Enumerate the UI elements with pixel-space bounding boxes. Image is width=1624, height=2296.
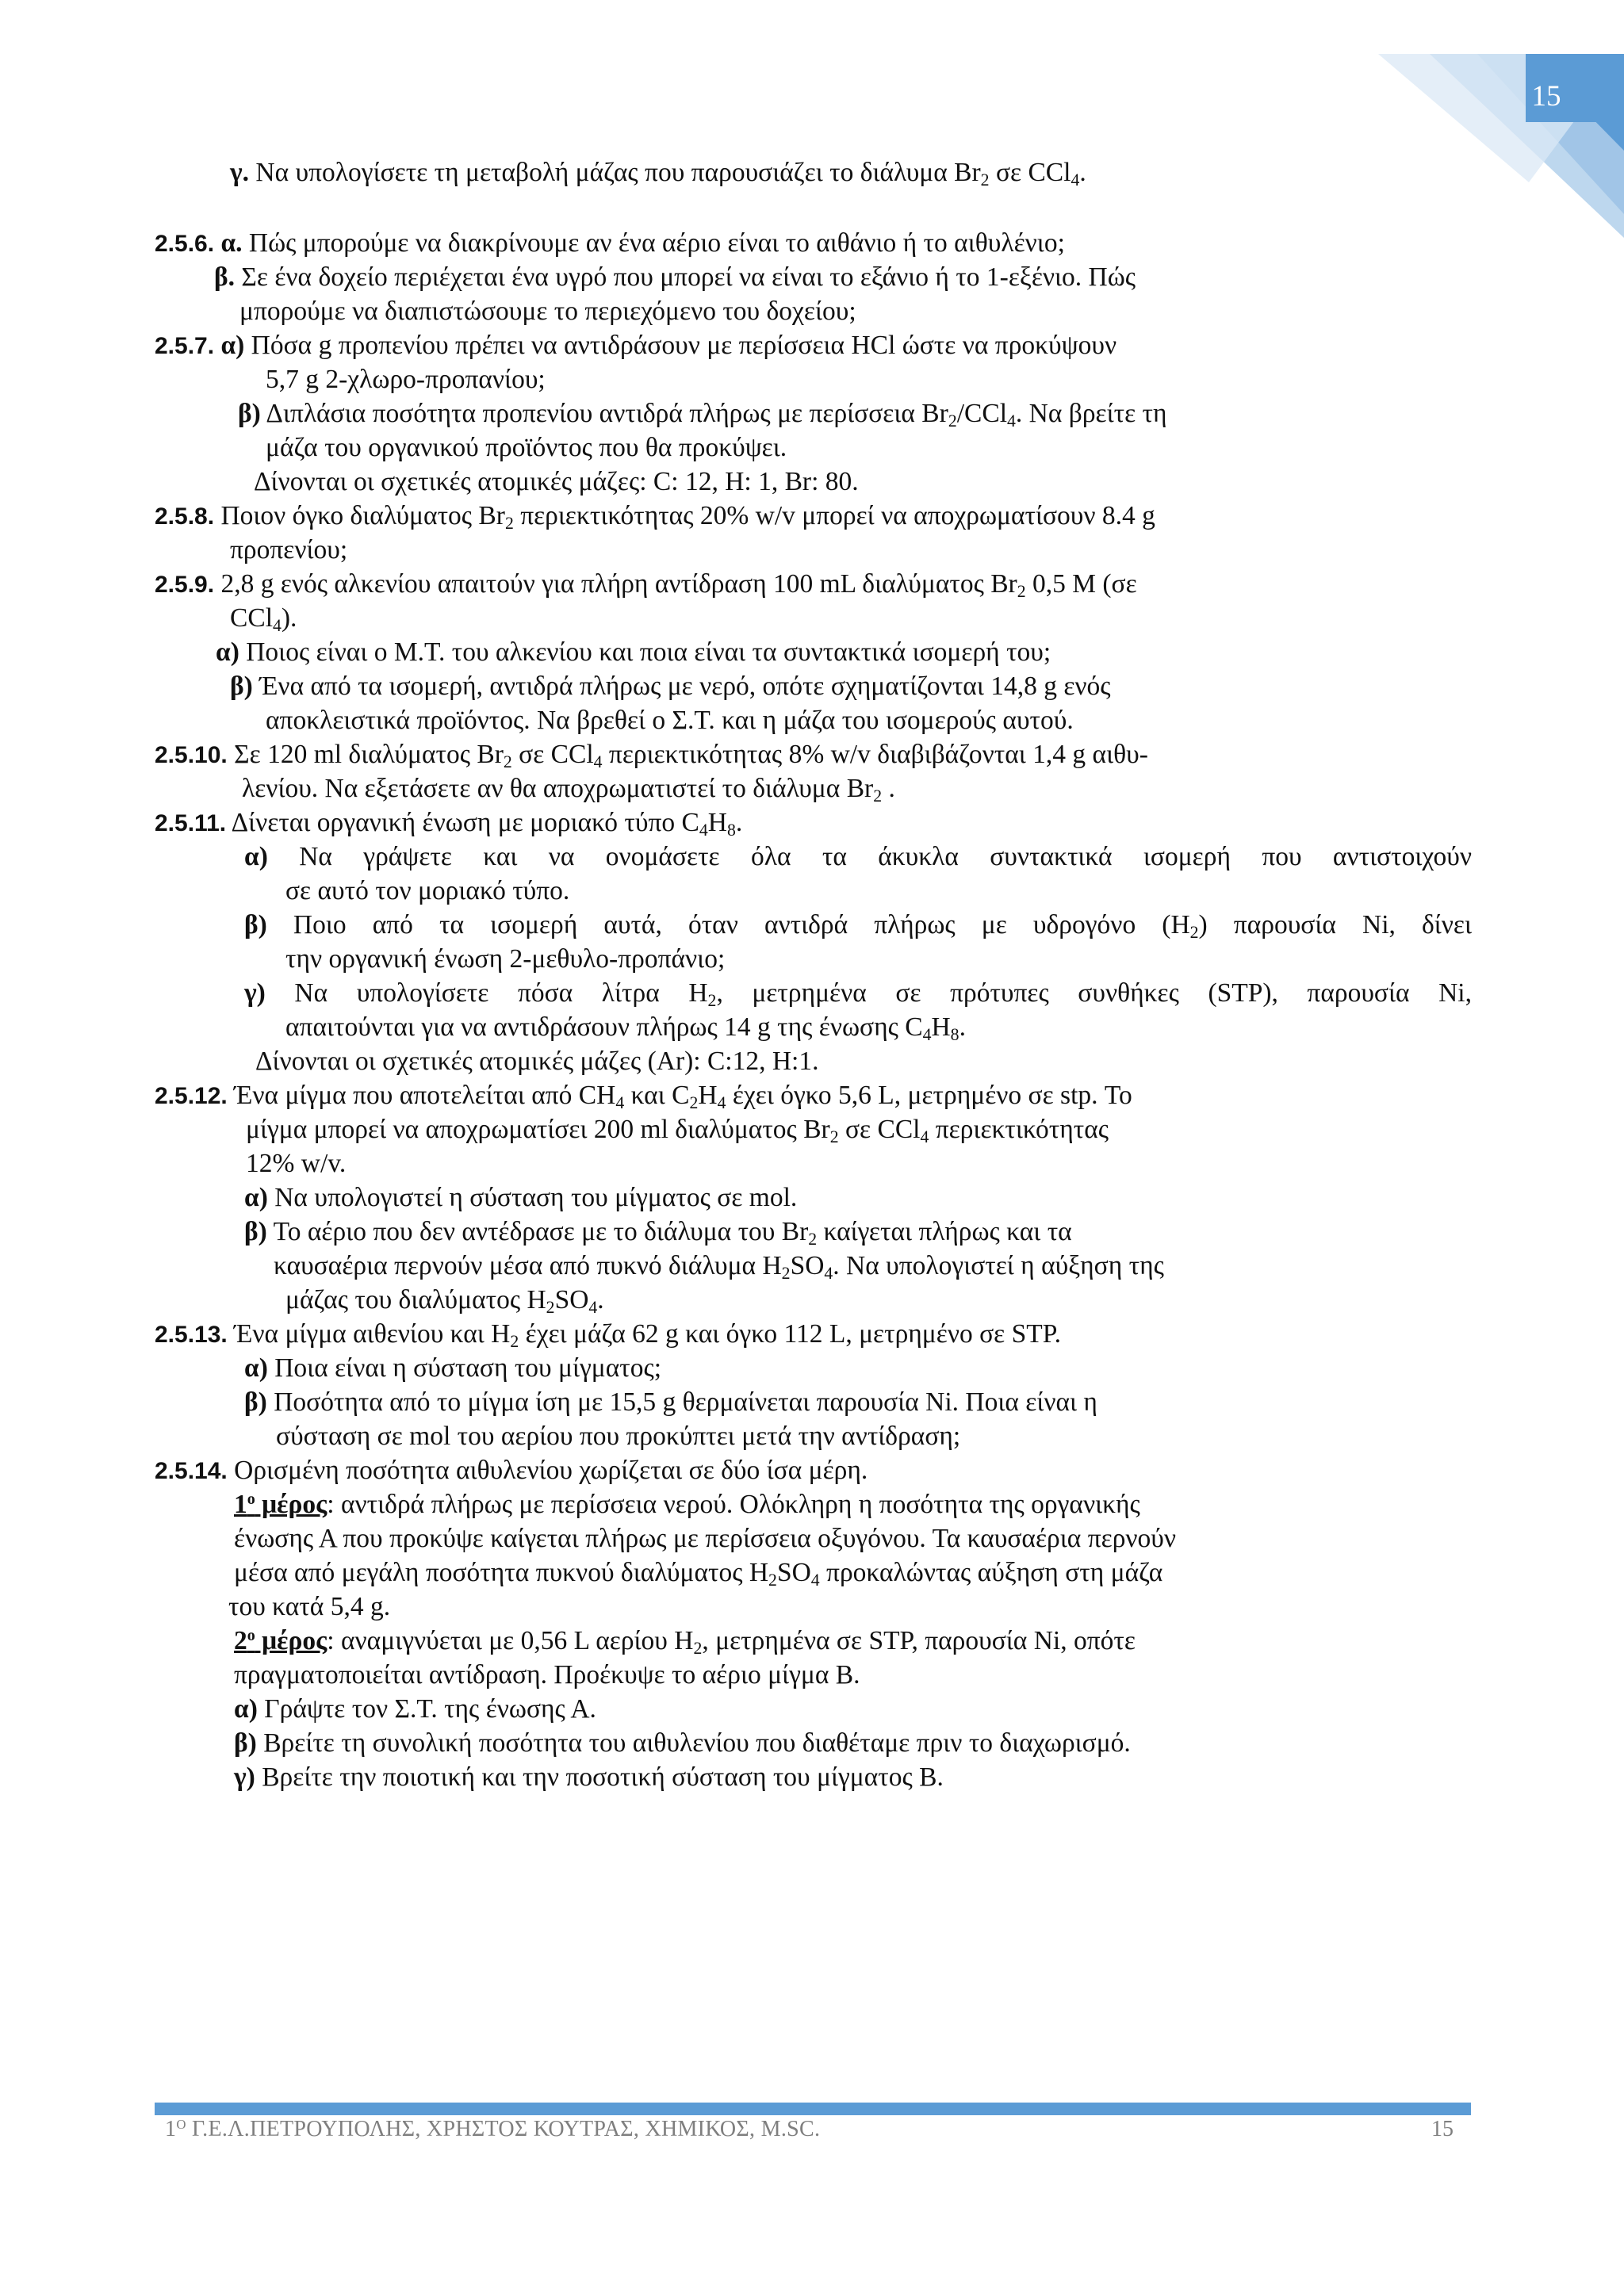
item-label: α) xyxy=(244,842,268,871)
footer-divider xyxy=(155,2103,1471,2115)
item-text: μίγμα μπορεί να αποχρωματίσει 200 ml διαλύματος $Br_2$ σε CCl$_4$ περιεκτικότητας xyxy=(246,1115,1109,1147)
list-item xyxy=(234,1487,1140,1521)
item-text: CCl$_4$). xyxy=(230,603,297,636)
item-text: Δίνεται οργανική ένωση με μοριακό τύπο $C_4H_8$. xyxy=(231,808,743,840)
item-label: β) xyxy=(244,1217,267,1246)
item-text: Ποιος είναι ο Μ.Τ. του αλκενίου και ποια είναι τα συντακτικά ισομερή του; xyxy=(246,637,1051,667)
list-item xyxy=(230,533,347,567)
exercise-number: 2.5.6. xyxy=(155,231,215,257)
list-item xyxy=(234,1760,944,1794)
item-text: μάζας του διαλύματος $H_2SO_4$. xyxy=(285,1285,604,1318)
item-text: Ποια είναι η σύσταση του μίγματος; xyxy=(274,1353,662,1383)
list-item xyxy=(242,771,895,806)
list-item xyxy=(244,908,1472,942)
item-label: α) xyxy=(244,1353,268,1383)
exercise-number: 2.5.12. xyxy=(155,1083,228,1109)
item-text: σε αυτό τον μοριακό τύπο. xyxy=(285,876,570,905)
item-text: : αντιδρά πλήρως με περίσσεια νερού. Ολόκληρη η ποσότητα της οργανικής xyxy=(327,1490,1140,1519)
item-text: Να υπολογίσετε τη μεταβολή μάζας που παρουσιάζει το διάλυμα $Br_2$ σε CCl$_4$. xyxy=(255,158,1086,190)
list-item xyxy=(246,1112,1109,1146)
item-text: 12% w/v. xyxy=(246,1149,347,1178)
list-item xyxy=(285,874,569,908)
list-item xyxy=(234,1556,1162,1590)
list-item xyxy=(285,1010,966,1044)
exercise-number: 2.5.7. xyxy=(155,333,215,359)
item-text: Βρείτε την ποιοτική και την ποσοτική σύσταση του μίγματος Β. xyxy=(262,1762,944,1792)
item-text: Ένα μίγμα που αποτελείται από $CH_4$ και $C_2H_4$ έχει όγκο 5,6 L, μετρημένο σε stp. Το xyxy=(234,1081,1132,1113)
item-text: Γράψτε τον Σ.Τ. της ένωσης Α. xyxy=(264,1694,596,1724)
list-item xyxy=(230,155,1086,189)
item-text: Ένα από τα ισομερή, αντιδρά πλήρως με νερό, οπότε σχηματίζονται 14,8 g ενός xyxy=(259,672,1111,701)
list-item xyxy=(274,1249,1164,1283)
list-item xyxy=(155,328,1116,363)
list-item xyxy=(155,806,742,840)
item-label: γ) xyxy=(234,1762,255,1792)
item-label: β) xyxy=(238,399,261,428)
list-item xyxy=(239,294,856,328)
list-item xyxy=(266,362,546,396)
list-item xyxy=(244,840,1472,874)
item-label: γ. xyxy=(230,158,250,187)
page-corner-decoration xyxy=(1291,0,1624,238)
item-text: αποκλειστικά προϊόντος. Να βρεθεί ο Σ.Τ. και η μάζα του ισομερούς αυτού. xyxy=(266,706,1074,735)
list-item xyxy=(155,1317,1061,1352)
list-item xyxy=(155,1453,868,1488)
item-text: Διπλάσια ποσότητα προπενίου αντιδρά πλήρως με περίσσεια $Br_2/CCl_4$. Να βρείτε τη xyxy=(266,399,1167,431)
list-item xyxy=(155,499,1155,534)
list-item xyxy=(155,567,1137,602)
part-label: $2^o$ μέρος xyxy=(234,1626,327,1655)
list-item xyxy=(276,1419,960,1453)
exercise-number: 2.5.10. xyxy=(155,742,228,768)
footer-author: $1^O$ Γ.Ε.Λ.ΠΕΤΡΟΥΠΟΛΗΣ, ΧΡΗΣΤΟΣ ΚΟΥΤΡΑΣ, ΧΗΜΙΚΟΣ, M.SC. xyxy=(165,2116,821,2141)
list-item xyxy=(244,1385,1097,1419)
item-label: α. xyxy=(220,228,243,258)
item-text: Πώς μπορούμε να διακρίνουμε αν ένα αέριο είναι το αιθάνιο ή το αιθυλένιο; xyxy=(248,228,1065,258)
list-item xyxy=(266,430,787,465)
list-item xyxy=(244,1215,1072,1249)
item-label: γ) xyxy=(244,978,266,1008)
item-text: Ορισμένη ποσότητα αιθυλενίου χωρίζεται σε δύο ίσα μέρη. xyxy=(234,1456,868,1485)
list-item xyxy=(266,703,1074,737)
list-item xyxy=(155,1078,1132,1113)
exercise-number: 2.5.14. xyxy=(155,1458,228,1484)
item-text: την οργανική ένωση 2-μεθυλο-προπάνιο; xyxy=(285,944,726,974)
item-text: πραγματοποιείται αντίδραση. Προέκυψε το αέριο μίγμα Β. xyxy=(234,1660,860,1689)
item-text: Βρείτε τη συνολική ποσότητα του αιθυλενίου που διαθέταμε πριν το διαχωρισμό. xyxy=(263,1728,1131,1758)
item-text: 2,8 g ενός αλκενίου απαιτούν για πλήρη αντίδραση 100 mL διαλύματος $Br_2$ 0,5 M (σε xyxy=(220,569,1137,602)
item-text: Ένα μίγμα αιθενίου και $H_2$ έχει μάζα 62 g και όγκο 112 L, μετρημένο σε STP. xyxy=(234,1319,1061,1352)
item-label: β) xyxy=(244,1387,267,1417)
item-text: απαιτούνται για να αντιδράσουν πλήρως 14 g της ένωσης $C_4H_8$. xyxy=(285,1012,966,1045)
item-text: καυσαέρια περνούν μέσα από πυκνό διάλυμα $H_2SO_4$. Να υπολογιστεί η αύξηση της xyxy=(274,1251,1164,1284)
exercise-number: 2.5.9. xyxy=(155,572,215,598)
item-text: Να γράψετε και να ονομάσετε όλα τα άκυκλα συντακτικά ισομερή που αντιστοιχούν xyxy=(299,842,1472,871)
item-text: μέσα από μεγάλη ποσότητα πυκνού διαλύματος $H_2SO_4$ προκαλώντας αύξηση στη μάζα xyxy=(234,1558,1163,1590)
list-item xyxy=(285,1283,604,1317)
list-item xyxy=(234,1692,596,1726)
list-item xyxy=(234,1658,860,1692)
item-text: Δίνονται οι σχετικές ατομικές μάζες (Ar): C:12, H:1. xyxy=(255,1047,819,1076)
header-page-number: 15 xyxy=(1531,80,1561,113)
list-item xyxy=(244,1181,797,1215)
item-label: β. xyxy=(214,262,236,292)
item-text: λενίου. Να εξετάσετε αν θα αποχρωματιστεί το διάλυμα $Br_2$ . xyxy=(242,774,895,806)
item-text: μπορούμε να διαπιστώσουμε το περιεχόμενο του δοχείου; xyxy=(239,297,856,326)
item-text: Το αέριο που δεν αντέδρασε με το διάλυμα του $Br_2$ καίγεται πλήρως και τα xyxy=(273,1217,1072,1249)
list-item xyxy=(234,1624,1136,1658)
item-text: σύσταση σε mol του αερίου που προκύπτει μετά την αντίδραση; xyxy=(276,1422,961,1451)
item-text: μάζα του οργανικού προϊόντος που θα προκύψει. xyxy=(266,433,787,462)
list-item xyxy=(230,669,1111,703)
list-item xyxy=(214,260,1136,294)
item-text: Ποιον όγκο διαλύματος $Br_2$ περιεκτικότητας 20% w/v μπορεί να αποχρωματίσουν 8.4 g xyxy=(220,501,1155,534)
item-text: προπενίου; xyxy=(230,535,348,564)
item-text: ένωσης Α που προκύψε καίγεται πλήρως με περίσσεια οξυγόνου. Τα καυσαέρια περνούν xyxy=(234,1524,1177,1553)
list-item xyxy=(234,1726,1131,1760)
list-item xyxy=(254,465,859,499)
exercise-number: 2.5.11. xyxy=(155,810,227,836)
item-text: Δίνονται οι σχετικές ατομικές μάζες: C: 12, H: 1, Br: 80. xyxy=(254,467,859,496)
list-item xyxy=(155,226,1065,261)
list-item xyxy=(234,1521,1176,1556)
footer-page-number: 15 xyxy=(1431,2117,1454,2141)
exercise-number: 2.5.13. xyxy=(155,1322,228,1348)
item-text: του κατά 5,4 g. xyxy=(228,1592,391,1621)
list-item xyxy=(228,1590,390,1624)
list-item xyxy=(230,601,297,635)
item-text: Ποσότητα από το μίγμα ίση με 15,5 g θερμαίνεται παρουσία Ni. Ποια είναι η xyxy=(274,1387,1097,1417)
list-item xyxy=(244,976,1472,1010)
item-text: Ποιο από τα ισομερή αυτά, όταν αντιδρά πλήρως με υδρογόνο $(H_2)$ παρουσία Ni, δίνει xyxy=(293,910,1473,943)
part-label: $1^o$ μέρος xyxy=(234,1490,327,1519)
item-label: α) xyxy=(244,1183,268,1212)
item-text: Πόσα g προπενίου πρέπει να αντιδράσουν με περίσσεια HCl ώστε να προκύψουν xyxy=(251,331,1117,360)
item-text: Σε ένα δοχείο περιέχεται ένα υγρό που μπορεί να είναι το εξάνιο ή το 1-εξένιο. Πώς xyxy=(241,262,1136,292)
list-item xyxy=(246,1146,346,1181)
item-text: 5,7 g 2-χλωρο-προπανίου; xyxy=(266,365,546,394)
item-text: Να υπολογίσετε πόσα λίτρα $H_2$, μετρημένα σε πρότυπες συνθήκες (STP), παρουσία Ni, xyxy=(294,978,1472,1011)
list-item xyxy=(216,635,1051,669)
item-text: Σε 120 ml διαλύματος $Br_2$ σε CCl$_4$ περιεκτικότητας 8% w/v διαβιβάζονται 1,4 g αιθυ- xyxy=(234,740,1148,772)
exercise-number: 2.5.8. xyxy=(155,503,215,530)
item-label: β) xyxy=(230,672,253,701)
item-text: : αναμιγνύεται με 0,56 L αερίου $H_2$, μετρημένα σε STP, παρουσία Ni, οπότε xyxy=(327,1626,1136,1659)
item-text: Να υπολογιστεί η σύσταση του μίγματος σε mol. xyxy=(274,1183,798,1212)
list-item xyxy=(238,396,1167,430)
list-item xyxy=(155,737,1148,772)
item-label: α) xyxy=(216,637,239,667)
list-item xyxy=(244,1351,661,1385)
list-item xyxy=(285,942,725,976)
item-label: α) xyxy=(234,1694,258,1724)
item-label: β) xyxy=(244,910,267,939)
item-label: β) xyxy=(234,1728,257,1758)
list-item xyxy=(255,1044,819,1078)
item-label: α) xyxy=(220,331,245,360)
